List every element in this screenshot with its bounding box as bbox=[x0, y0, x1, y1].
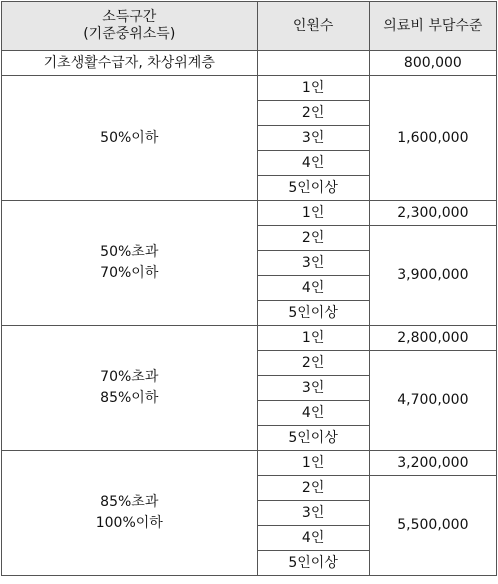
header-persons: 인원수 bbox=[257, 2, 369, 51]
persons-cell: 3인 bbox=[257, 376, 369, 401]
persons-cell: 1인 bbox=[257, 76, 369, 101]
income-bracket-cell bbox=[2, 451, 258, 576]
table-row bbox=[2, 326, 497, 351]
basic-livelihood-amount: 800,000 bbox=[369, 51, 496, 76]
table-row bbox=[2, 201, 497, 226]
income-bracket-cell bbox=[2, 201, 258, 326]
header-income-line2: (기준중위소득) bbox=[83, 26, 176, 42]
persons-cell: 2인 bbox=[257, 226, 369, 251]
persons-cell: 4인 bbox=[257, 151, 369, 176]
persons-cell: 4인 bbox=[257, 526, 369, 551]
income-bracket-cell bbox=[2, 76, 258, 201]
persons-cell: 3인 bbox=[257, 251, 369, 276]
income-bracket-line: 70%초과 bbox=[100, 369, 159, 385]
income-bracket-line: 100%이하 bbox=[95, 515, 163, 531]
persons-cell: 2인 bbox=[257, 476, 369, 501]
income-bracket-line: 85%초과 bbox=[100, 494, 159, 510]
amount-cell: 3,200,000 bbox=[369, 451, 496, 476]
basic-livelihood-persons bbox=[257, 51, 369, 76]
amount-cell: 3,900,000 bbox=[369, 226, 496, 326]
persons-cell: 3인 bbox=[257, 126, 369, 151]
amount-cell: 5,500,000 bbox=[369, 476, 496, 576]
persons-cell: 1인 bbox=[257, 201, 369, 226]
persons-cell: 3인 bbox=[257, 501, 369, 526]
persons-cell: 2인 bbox=[257, 351, 369, 376]
persons-cell: 5인이상 bbox=[257, 176, 369, 201]
amount-cell: 2,800,000 bbox=[369, 326, 496, 351]
income-bracket-cell bbox=[2, 326, 258, 451]
persons-cell: 2인 bbox=[257, 101, 369, 126]
persons-cell: 5인이상 bbox=[257, 426, 369, 451]
amount-cell: 4,700,000 bbox=[369, 351, 496, 451]
persons-cell: 5인이상 bbox=[257, 301, 369, 326]
header-income-line1: 소득구간 bbox=[102, 9, 157, 25]
table-row bbox=[2, 76, 497, 101]
persons-cell: 4인 bbox=[257, 401, 369, 426]
persons-cell: 1인 bbox=[257, 326, 369, 351]
table-row bbox=[2, 451, 497, 476]
persons-cell: 1인 bbox=[257, 451, 369, 476]
table-row bbox=[2, 51, 497, 76]
basic-livelihood-label: 기초생활수급자, 차상위계층 bbox=[2, 51, 258, 76]
persons-cell: 4인 bbox=[257, 276, 369, 301]
header-row bbox=[2, 2, 497, 51]
income-bracket-line: 50%이하 bbox=[100, 129, 159, 146]
income-bracket-line: 70%이하 bbox=[100, 265, 159, 281]
header-income-bracket bbox=[2, 2, 258, 51]
amount-cell: 2,300,000 bbox=[369, 201, 496, 226]
medical-burden-table bbox=[1, 1, 497, 576]
persons-cell: 5인이상 bbox=[257, 551, 369, 576]
amount-cell: 1,600,000 bbox=[369, 76, 496, 201]
income-bracket-line: 50%초과 bbox=[100, 244, 159, 260]
header-burden-level: 의료비 부담수준 bbox=[369, 2, 496, 51]
income-bracket-line: 85%이하 bbox=[100, 390, 159, 406]
